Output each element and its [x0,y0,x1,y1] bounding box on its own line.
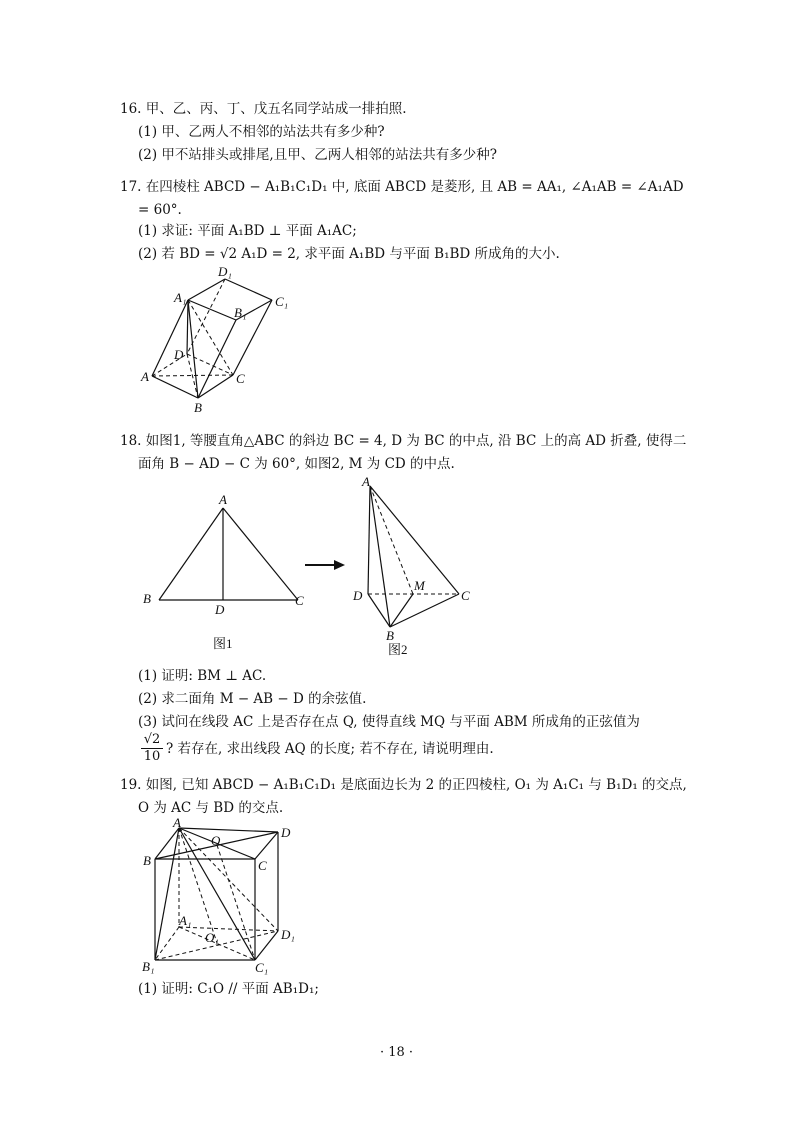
fig1-label-B: B [143,591,151,606]
q18-part2: (2) 求二面角 M − AB − D 的余弦值. [138,691,367,707]
q19-label-C1: C₁ [255,960,269,975]
fold-arrow-icon [303,557,348,573]
q18-figure1 [135,490,335,660]
fig2-caption: 图2 [388,642,408,657]
fig1-label-C: C [295,593,304,608]
fig2-label-C: C [461,588,470,603]
label-B: B [194,400,202,415]
q19-stem-line2: O 为 AC 与 BD 的交点. [138,800,284,816]
q18-figure2 [348,472,488,662]
fig2-label-B: B [386,628,394,643]
label-D1: D₁ [218,264,232,279]
q19-label-B: B [143,853,151,868]
fraction-numerator: √2 [141,732,163,749]
q19-part1: (1) 证明: C₁O // 平面 AB₁D₁; [138,981,319,997]
q19-label-D1: D₁ [281,927,295,942]
fig2-label-A: A [362,474,370,489]
q18-fraction [141,732,163,765]
q16-part1: (1) 甲、乙两人不相邻的站法共有多少种? [138,124,385,140]
q19-label-B1: B₁ [142,959,155,974]
q19-prism-figure [135,815,305,980]
label-A: A [141,369,149,384]
q19-label-C: C [258,858,267,873]
label-D: D [174,347,184,362]
q17-part1: (1) 求证: 平面 A₁BD ⊥ 平面 A₁AC; [138,223,357,239]
fig1-label-A: A [219,492,227,507]
label-B1: B₁ [234,305,247,320]
q19-label-O1: O₁ [205,930,219,945]
label-A1: A₁ [174,290,187,305]
q18-part3-cont: ? 若存在, 求出线段 AQ 的长度; 若不存在, 请说明理由. [166,741,494,757]
q16-part2: (2) 甲不站排头或排尾,且甲、乙两人相邻的站法共有多少种? [138,147,497,163]
q18-stem-line2: 面角 B − AD − C 为 60°, 如图2, M 为 CD 的中点. [138,456,455,472]
q19-label-D: D [281,825,291,840]
q19-label-A1: A₁ [179,913,192,928]
q17-prism-figure [130,262,300,417]
q19-label-O: O [211,833,221,848]
q17-stem-line1: 17. 在四棱柱 ABCD − A₁B₁C₁D₁ 中, 底面 ABCD 是菱形, 且 AB = AA₁, ∠A₁AB = ∠A₁AD [120,179,684,195]
fig2-label-M: M [414,578,425,593]
q19-label-A: A [173,815,181,830]
q18-part3: (3) 试问在线段 AC 上是否存在点 Q, 使得直线 MQ 与平面 ABM 所成角的正弦值为 [138,714,640,730]
fig2-label-D: D [353,588,363,603]
q17-stem-line2: = 60°. [138,202,182,218]
label-C: C [236,371,245,386]
page-number: · 18 · [379,1045,414,1060]
fig1-label-D: D [215,602,225,617]
q18-part1: (1) 证明: BM ⊥ AC. [138,668,267,684]
q16-stem: 16. 甲、乙、丙、丁、戊五名同学站成一排拍照. [120,101,407,117]
q19-stem-line1: 19. 如图, 已知 ABCD − A₁B₁C₁D₁ 是底面边长为 2 的正四棱柱, O₁ 为 A₁C₁ 与 B₁D₁ 的交点, [120,777,687,793]
fig1-caption: 图1 [213,636,233,651]
label-C1: C₁ [275,294,289,309]
fraction-denominator: 10 [143,749,161,764]
q18-stem-line1: 18. 如图1, 等腰直角△ABC 的斜边 BC = 4, D 为 BC 的中点, 沿 BC 上的高 AD 折叠, 使得二 [120,433,687,449]
q17-part2: (2) 若 BD = √2 A₁D = 2, 求平面 A₁BD 与平面 B₁BD 所成角的大小. [138,246,560,262]
